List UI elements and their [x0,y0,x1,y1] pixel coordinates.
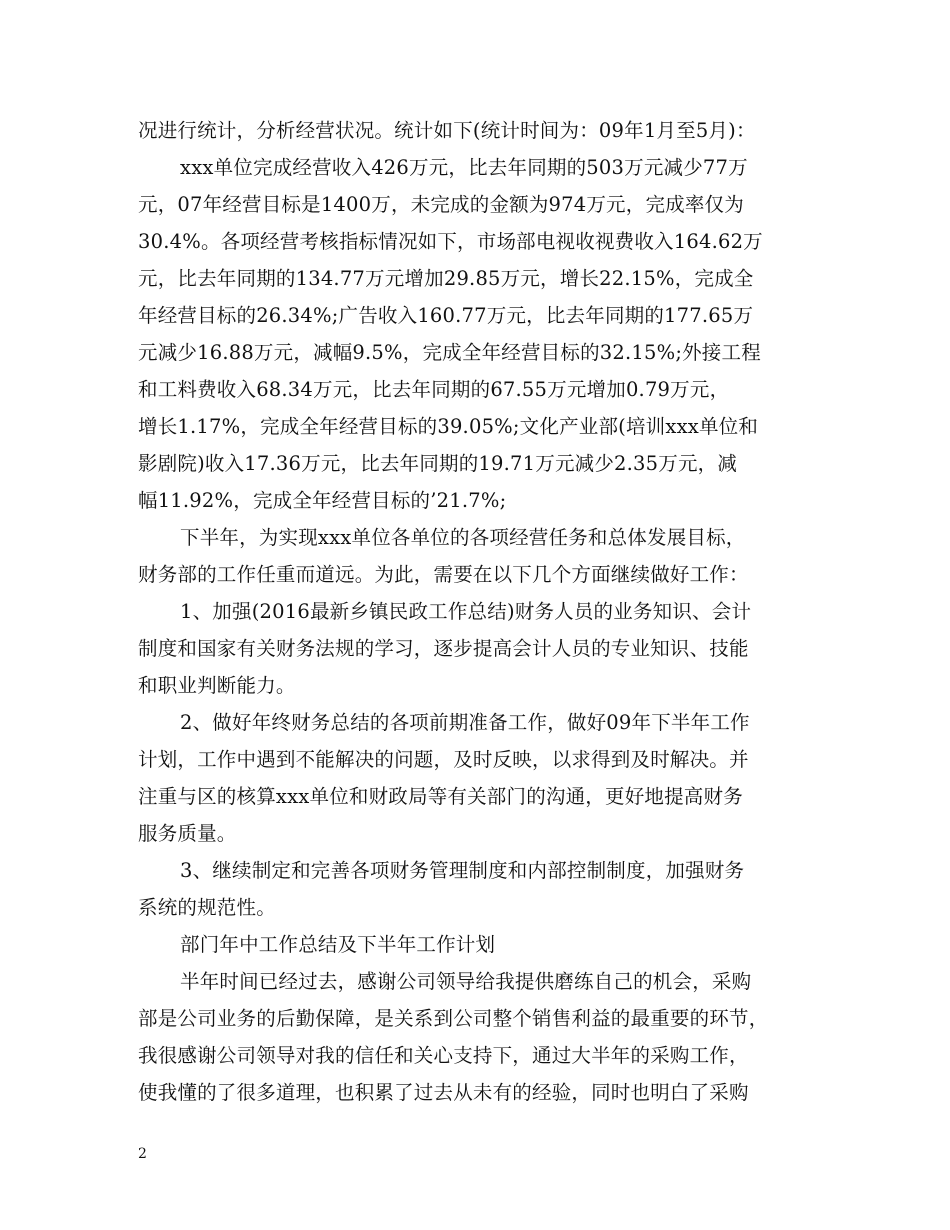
text-line: 制度和国家有关财务法规的学习，逐步提高会计人员的专业知识、技能 [138,637,749,660]
text-line: 年经营目标的26.34%;广告收入160.77万元，比去年同期的177.65万 [138,304,754,327]
text-line: 3、继续制定和完善各项财务管理制度和内部控制制度，加强财务 [180,859,745,882]
text-line: 服务质量。 [138,822,237,845]
page-number: 2 [138,1146,147,1162]
text-line: 和职业判断能力。 [138,674,296,697]
text-line: 况进行统计，分析经营状况。统计如下(统计时间为：09年1月至5月)： [138,119,756,142]
text-line: xxx单位完成经营收入426万元，比去年同期的503万元减少77万 [180,156,748,179]
text-line: 系统的规范性。 [138,896,276,919]
text-line: 下半年，为实现xxx单位各单位的各项经营任务和总体发展目标， [180,526,746,549]
text-line: 部是公司业务的后勤保障，是关系到公司整个销售利益的最重要的环节， [138,1007,769,1030]
text-line: 增长1.17%，完成全年经营目标的39.05%;文化产业部(培训xxx单位和 [138,415,759,438]
text-line: 1、加强(2016最新乡镇民政工作总结)财务人员的业务知识、会计 [180,600,752,623]
text-line: 影剧院)收入17.36万元，比去年同期的19.71万元减少2.35万元，减 [138,452,738,475]
text-line: 元，比去年同期的134.77万元增加29.85万元，增长22.15%，完成全 [138,267,754,290]
text-line: 使我懂的了很多道理，也积累了过去从未有的经验，同时也明白了采购 [138,1081,749,1104]
text-line: 计划，工作中遇到不能解决的问题，及时反映，以求得到及时解决。并 [138,748,749,771]
text-line: 30.4%。各项经营考核指标情况如下，市场部电视收视费收入164.62万 [138,230,763,253]
text-line: 幅11.92%，完成全年经营目标的’21.7%; [138,489,507,512]
text-line: 我很感谢公司领导对我的信任和关心支持下，通过大半年的采购工作， [138,1044,749,1067]
text-line: 元，07年经营目标是1400万，未完成的金额为974万元，完成率仅为 [138,193,744,216]
text-line: 和工料费收入68.34万元，比去年同期的67.55万元增加0.79万元， [138,378,730,401]
text-line: 半年时间已经过去，感谢公司领导给我提供磨练自己的机会，采购 [180,970,752,993]
text-line: 注重与区的核算xxx单位和财政局等有关部门的沟通，更好地提高财务 [138,785,743,808]
text-line: 2、做好年终财务总结的各项前期准备工作，做好09年下半年工作 [180,711,750,734]
section-heading: 部门年中工作总结及下半年工作计划 [180,933,496,956]
text-line: 财务部的工作任重而道远。为此，需要在以下几个方面继续做好工作： [138,563,749,586]
text-line: 元减少16.88万元，减幅9.5%，完成全年经营目标的32.15%;外接工程 [138,341,761,364]
